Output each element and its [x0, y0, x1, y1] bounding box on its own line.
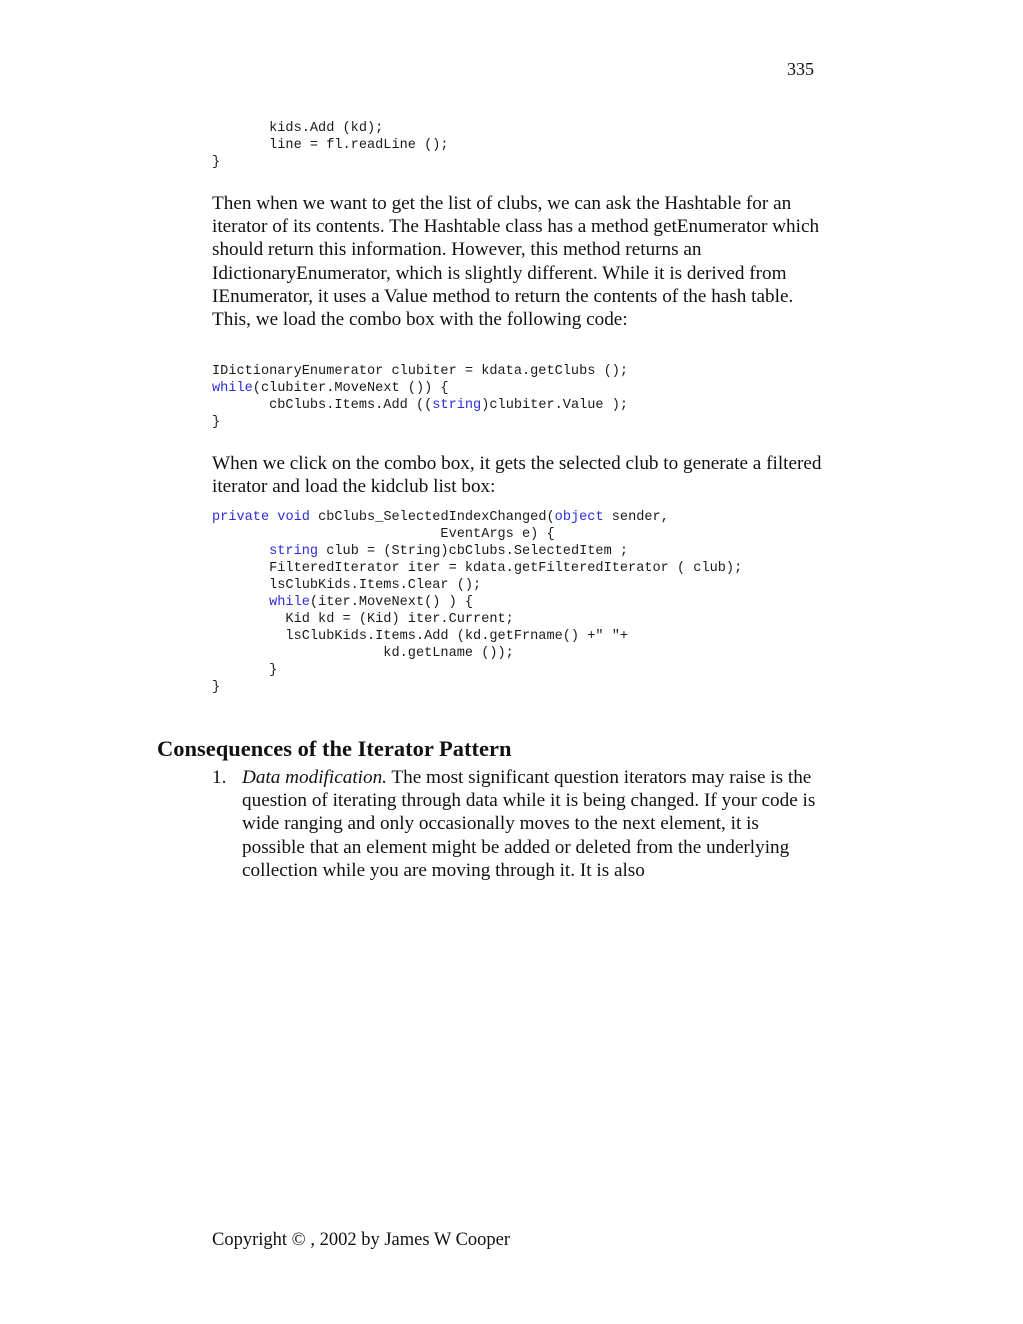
code-keyword: string [432, 398, 482, 413]
list-item-term: Data modification. [242, 767, 387, 788]
code-line: } [212, 415, 221, 430]
code-text: (clubiter.MoveNext ()) { [252, 381, 449, 396]
list-item [212, 766, 822, 882]
code-text [212, 544, 269, 559]
list-item-number: 1. [212, 767, 227, 788]
code-keyword: while [269, 595, 310, 610]
code-line: } [212, 680, 221, 695]
code-keyword: string [269, 544, 319, 559]
code-line: line = fl.readLine (); [212, 138, 449, 153]
code-text: cbClubs_SelectedIndexChanged( [309, 510, 555, 525]
code-line: FilteredIterator iter = kdata.getFilteredIterator ( club); [212, 561, 743, 576]
code-text: (iter.MoveNext() ) { [309, 595, 474, 610]
paragraph-hashtable-iterator: Then when we want to get the list of clubs, we can ask the Hashtable for an iterator of its contents. The Hashtable class has a method getEnumerator which should return this information. However, this method returns an IdictionaryEnumerator, which is slightly different. While it is derived from IEnumerator, it uses a Value method to return the contents of the hash table. This, we load the combo box with the following code: [212, 193, 820, 331]
copyright-footer: Copyright © , 2002 by James W Cooper [212, 1230, 511, 1250]
code-line: lsClubKids.Items.Add (kd.getFrname() +" "+ [212, 629, 629, 644]
paragraph-combo-click: When we click on the combo box, it gets the selected club to generate a filtered iterator and load the kidclub list box: [212, 453, 822, 498]
code-block-kids-loop [212, 120, 449, 171]
list-item-text: The most significant question iterators may raise is the question of iterating through data while it is being changed. If your code is wide ranging and only occasionally moves to the next element, it is possible that an element might be added or deleted from the underlying collection while you are moving through it. It is also [242, 767, 816, 881]
code-text: sender, [603, 510, 669, 525]
code-text: )clubiter.Value ); [481, 398, 629, 413]
code-line: lsClubKids.Items.Clear (); [212, 578, 482, 593]
code-line: } [212, 155, 221, 170]
code-line: Kid kd = (Kid) iter.Current; [212, 612, 514, 627]
page-number: 335 [787, 59, 814, 79]
code-block-selected-index-changed [212, 509, 742, 696]
code-line: IDictionaryEnumerator clubiter = kdata.getClubs (); [212, 364, 629, 379]
section-heading: Consequences of the Iterator Pattern [157, 736, 512, 761]
code-line: kd.getLname ()); [212, 646, 514, 661]
code-text [212, 595, 269, 610]
code-line: kids.Add (kd); [212, 121, 384, 136]
list-item-body [242, 766, 822, 882]
code-keyword: object [554, 510, 604, 525]
code-text: club = (String)cbClubs.SelectedItem ; [318, 544, 629, 559]
code-line: } [212, 663, 278, 678]
code-keyword: private [212, 510, 270, 525]
code-text: cbClubs.Items.Add (( [212, 398, 433, 413]
code-line: EventArgs e) { [212, 527, 555, 542]
code-keyword: void [277, 510, 310, 525]
code-keyword: while [212, 381, 253, 396]
code-block-combo-load [212, 363, 628, 431]
